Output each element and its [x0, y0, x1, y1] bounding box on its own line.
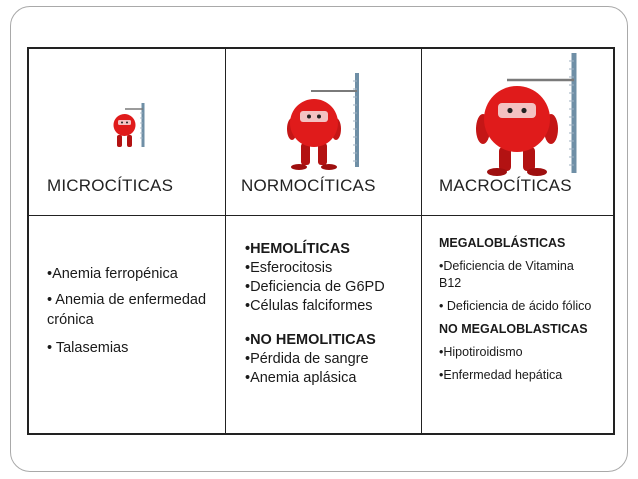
list-item: crónica: [47, 312, 94, 328]
list-item: •Deficiencia de Vitamina: [439, 259, 574, 273]
list-item: •Hipotiroidismo: [439, 345, 523, 359]
list-item: •Deficiencia de G6PD: [245, 279, 385, 295]
list-item: •Esferocitosis: [245, 260, 333, 276]
large-red-cell-icon: [471, 53, 587, 177]
small-red-cell-icon: [107, 101, 147, 151]
normociticas-list: [245, 240, 385, 388]
microciticas-list: [47, 264, 206, 358]
column-divider: [225, 49, 226, 433]
list-item: •Enfermedad hepática: [439, 368, 563, 382]
group-title-megaloblasticas: MEGALOBLÁSTICAS: [439, 236, 566, 250]
classification-table: [27, 47, 615, 435]
list-item: •Anemia aplásica: [245, 370, 357, 386]
medium-red-cell-icon: [281, 71, 367, 171]
group-title-no-megaloblasticas: NO MEGALOBLASTICAS: [439, 322, 588, 336]
list-item: •Anemia ferropénica: [47, 266, 178, 282]
header-macrociticas: MACROCÍTICAS: [439, 176, 572, 195]
group-title-no-hemoliticas: •NO HEMOLITICAS: [245, 332, 376, 348]
header-normociticas: NORMOCÍTICAS: [241, 176, 376, 195]
group-title-hemoliticas: •HEMOLÍTICAS: [245, 241, 350, 257]
column-divider: [421, 49, 422, 433]
macrociticas-list: [439, 235, 591, 384]
row-divider: [29, 215, 613, 216]
list-item: • Deficiencia de ácido fólico: [439, 299, 592, 313]
list-item: • Talasemias: [47, 340, 129, 356]
list-item: • Anemia de enfermedad: [47, 292, 207, 308]
list-item: •Células falciformes: [245, 298, 373, 314]
header-microciticas: MICROCÍTICAS: [47, 176, 174, 195]
list-item: •Pérdida de sangre: [245, 351, 369, 367]
list-item: B12: [439, 276, 462, 290]
